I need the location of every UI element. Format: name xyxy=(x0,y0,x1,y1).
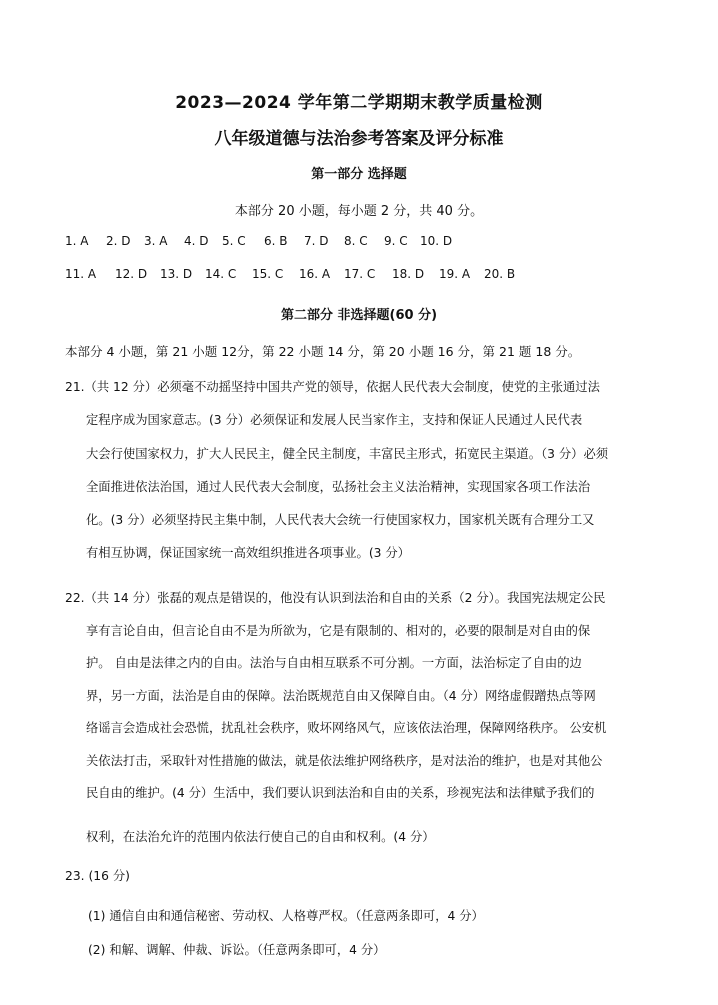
answer-item: 11. A xyxy=(65,267,97,281)
part2-heading: 第二部分 非选择题(60 分) xyxy=(280,308,438,323)
question-22-answer xyxy=(65,582,705,853)
answer-item: 7. D xyxy=(304,234,329,248)
q22-line: 权利，在法治允许的范围内依法行使自己的自由和权利。(4 分） xyxy=(86,829,435,844)
part1-heading: 第一部分 选择题 xyxy=(311,167,407,182)
answer-item: 14. C xyxy=(205,267,237,281)
q22-line: 民自由的维护。(4 分）生活中，我们要认识到法治和自由的关系，珍视宪法和法律赋予我们的 xyxy=(86,786,595,800)
answer-item: 17. C xyxy=(344,267,376,281)
q22-line: 享有言论自由，但言论自由不是为所欲为，它是有限制的、相对的，必要的限制是对自由的保 xyxy=(86,623,591,638)
answer-item: 20. B xyxy=(484,267,516,281)
part2-note: 本部分 4 小题，第 21 小题 12分，第 22 小题 14 分，第 20 小题 16 分，第 21 题 18 分。 xyxy=(65,344,581,359)
q22-line: 界，另一方面，法治是自由的保障。法治既规范自由又保障自由。（4 分）网络虚假蹭热点等网 xyxy=(86,688,596,703)
q21-line: 定程序成为国家意志。(3 分）必须保证和发展人民当家作主，支持和保证人民通过人民代表 xyxy=(86,413,583,428)
q22-line: 络谣言会造成社会恐慌，扰乱社会秩序，败坏网络风气，应该依法治理，保障网络秩序。 公安机 xyxy=(86,721,607,735)
answer-item: 2. D xyxy=(106,234,131,248)
document-subtitle: 八年级道德与法治参考答案及评分标准 xyxy=(214,129,504,149)
question-21-answer xyxy=(65,371,705,571)
document-title: 2023—2024 学年第二学期期末教学质量检测 xyxy=(175,93,543,113)
q22-line: 护。 自由是法律之内的自由。法治与自由相互联系不可分割。一方面，法治标定了自由的边 xyxy=(86,656,582,670)
answer-item: 19. A xyxy=(439,267,471,281)
q22-line: 22.（共 14 分）张磊的观点是错误的，他没有认识到法治和自由的关系（2 分）。我国宪法规定公民 xyxy=(65,591,606,605)
q21-line: 全面推进依法治国，通过人民代表大会制度，弘扬社会主义法治精神，实现国家各项工作法治 xyxy=(86,479,591,494)
q21-line: 化。(3 分）必须坚持民主集中制，人民代表大会统一行使国家权力，国家机关既有合理分工又 xyxy=(86,513,595,528)
answer-item: 5. C xyxy=(222,234,246,248)
q21-line: 大会行使国家权力，扩大人民民主，健全民主制度，丰富民主形式，拓宽民主渠道。（3 分）必须 xyxy=(86,446,609,461)
q21-line: 21.（共 12 分）必须毫不动摇坚持中国共产党的领导，依据人民代表大会制度，使党的主张通过法 xyxy=(65,380,600,394)
answer-item: 9. C xyxy=(384,234,408,248)
answer-item: 18. D xyxy=(392,267,425,281)
answer-item: 13. D xyxy=(160,267,193,281)
question-23-heading: 23. (16 分) xyxy=(65,869,130,883)
answer-item: 15. C xyxy=(252,267,284,281)
question-23-item: (1) 通信自由和通信秘密、劳动权、人格尊严权。（任意两条即可，4 分） xyxy=(88,909,484,923)
part1-note: 本部分 20 小题，每小题 2 分，共 40 分。 xyxy=(234,204,484,219)
q21-line: 有相互协调，保证国家统一高效组织推进各项事业。(3 分） xyxy=(86,546,410,561)
answer-item: 1. A xyxy=(65,234,89,248)
answer-item: 8. C xyxy=(344,234,368,248)
answer-item: 12. D xyxy=(115,267,148,281)
answer-item: 4. D xyxy=(184,234,209,248)
answer-item: 10. D xyxy=(420,234,453,248)
answer-item: 16. A xyxy=(299,267,331,281)
answer-item: 6. B xyxy=(264,234,288,248)
question-23-item: (2) 和解、调解、仲裁、诉讼。（任意两条即可，4 分） xyxy=(88,943,386,957)
answer-item: 3. A xyxy=(144,234,168,248)
q22-line: 关依法打击，采取针对性措施的做法，就是依法维护网络秩序，是对法治的维护，也是对其他公 xyxy=(86,753,603,768)
